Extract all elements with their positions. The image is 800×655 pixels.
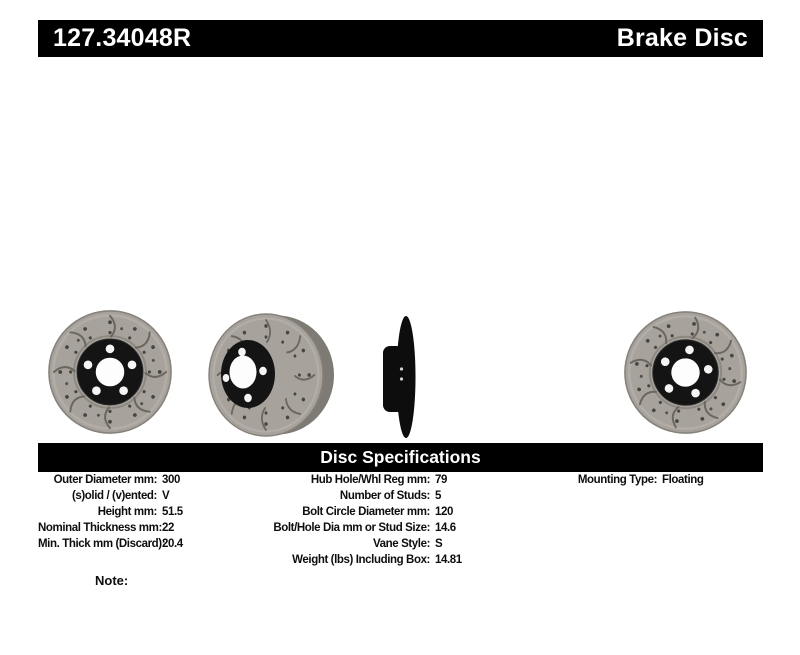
spec-label: Height mm: [97,506,157,518]
spec-row [255,472,462,488]
spec-row [38,488,183,504]
spec-value: 79 [435,474,447,486]
spec-column-middle [255,472,462,568]
spec-value: 300 [162,474,180,486]
spec-row [255,488,462,504]
spec-label: Min. Thick mm (Discard): [38,538,166,550]
product-title: Brake Disc [616,24,748,52]
spec-title: Disc Specifications [320,447,481,467]
spec-value: 120 [435,506,453,518]
spec-label: Vane Style: [373,538,430,550]
note-label: Note: [95,573,129,588]
spec-label: Nominal Thickness mm: [38,522,162,534]
spec-row [255,552,462,568]
spec-row [535,472,704,488]
spec-row [38,520,183,536]
spec-column-left [38,472,183,552]
spec-label: Bolt Circle Diameter mm: [302,506,430,518]
spec-row [38,504,183,520]
part-number: 127.34048R [53,24,192,52]
spec-value: 14.6 [435,522,456,534]
brake-disc-front-view-image [46,308,174,436]
spec-label: (s)olid / (v)ented: [71,490,157,502]
brake-disc-side-profile-image [380,315,420,442]
spec-label: Mounting Type: [577,474,657,486]
spec-column-right [535,472,704,488]
spec-label: Bolt/Hole Dia mm or Stud Size: [273,522,430,534]
spec-value: S [435,538,443,550]
spec-title-bar [38,443,763,472]
spec-value: 22 [162,522,174,534]
spec-label: Weight (lbs) Including Box: [292,554,430,566]
spec-value: 5 [435,490,441,502]
spec-value: 14.81 [435,554,462,566]
spec-value: 51.5 [162,506,183,518]
spec-value: 20.4 [162,538,183,550]
spec-row [38,536,183,552]
spec-value: Floating [662,474,704,486]
spec-row [255,536,462,552]
brake-disc-front-view-image [622,309,749,436]
header-bar [38,20,763,57]
spec-label: Hub Hole/Whl Reg mm: [310,474,430,486]
brake-disc-angled-view-image [205,312,339,439]
spec-row [255,504,462,520]
spec-row [38,472,183,488]
spec-label: Number of Studs: [339,490,430,502]
spec-label: Outer Diameter mm: [53,474,157,486]
spec-value: V [162,490,170,502]
spec-row [255,520,462,536]
